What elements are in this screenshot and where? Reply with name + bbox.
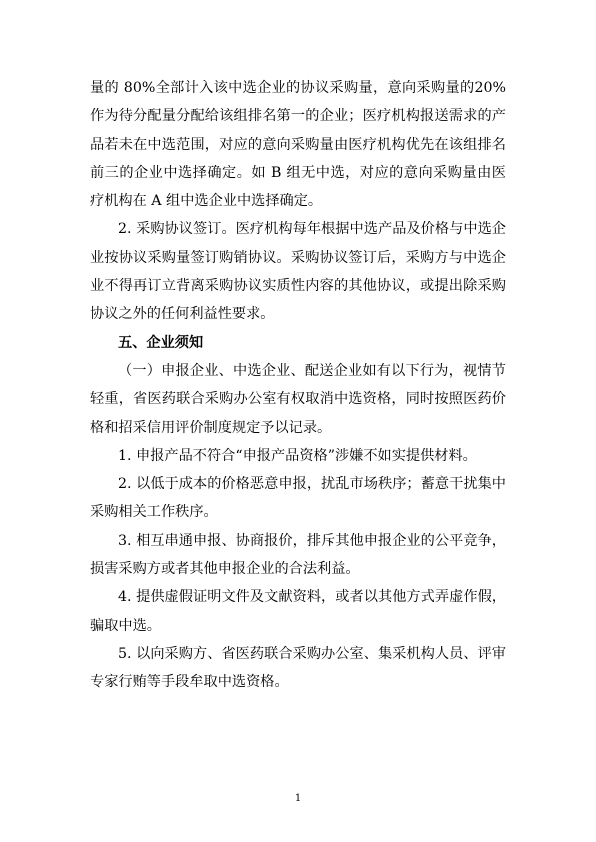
page-number: 1 — [294, 793, 302, 804]
paragraph-agreement-signing: 2. 采购协议签订。医疗机构每年根据中选产品及价格与中选企业按协议采购量签订购销协议。采购协议签订后，采购方与中选企业不得再订立背离采购协议实质性内容的其他协议，或提出除采购协议之外的任何利益性要求。 — [90, 221, 506, 323]
page-body — [90, 74, 506, 697]
list-item: 3. 相互串通申报、协商报价，排斥其他申报企业的公平竞争，损害采购方或者其他申报企业的合法利益。 — [90, 532, 506, 578]
list-item: 5. 以向采购方、省医药联合采购办公室、集采机构人员、评审专家行贿等手段牟取中选资格。 — [90, 645, 506, 691]
section-heading: 五、企业须知 — [118, 334, 204, 351]
paragraph-continuation: 量的 80%全部计入该中选企业的协议采购量，意向采购量的20%作为待分配量分配给该组排名第一的企业；医疗机构报送需求的产品若未在中选范围，对应的意向采购量由医疗机构优先在该组排名前三的企业中选择确定。如 B 组无中选，对应的意向采购量由医疗机构在 A 组中选企业中选择确定。 — [90, 80, 506, 210]
list-item: 4. 提供虚假证明文件及文献资料，或者以其他方式弄虚作假，骗取中选。 — [90, 589, 506, 634]
paragraph-clause-1-intro: （一）申报企业、中选企业、配送企业如有以下行为，视情节轻重，省医药联合采购办公室有权取消中选资格，同时按照医药价格和招采信用评价制度规定予以记录。 — [90, 362, 506, 436]
list-item: 1. 申报产品不符合“申报产品资格”涉嫌不如实提供材料。 — [118, 447, 477, 464]
list-item: 2. 以低于成本的价格恶意申报，扰乱市场秩序；蓄意干扰集中采购相关工作秩序。 — [90, 476, 506, 521]
